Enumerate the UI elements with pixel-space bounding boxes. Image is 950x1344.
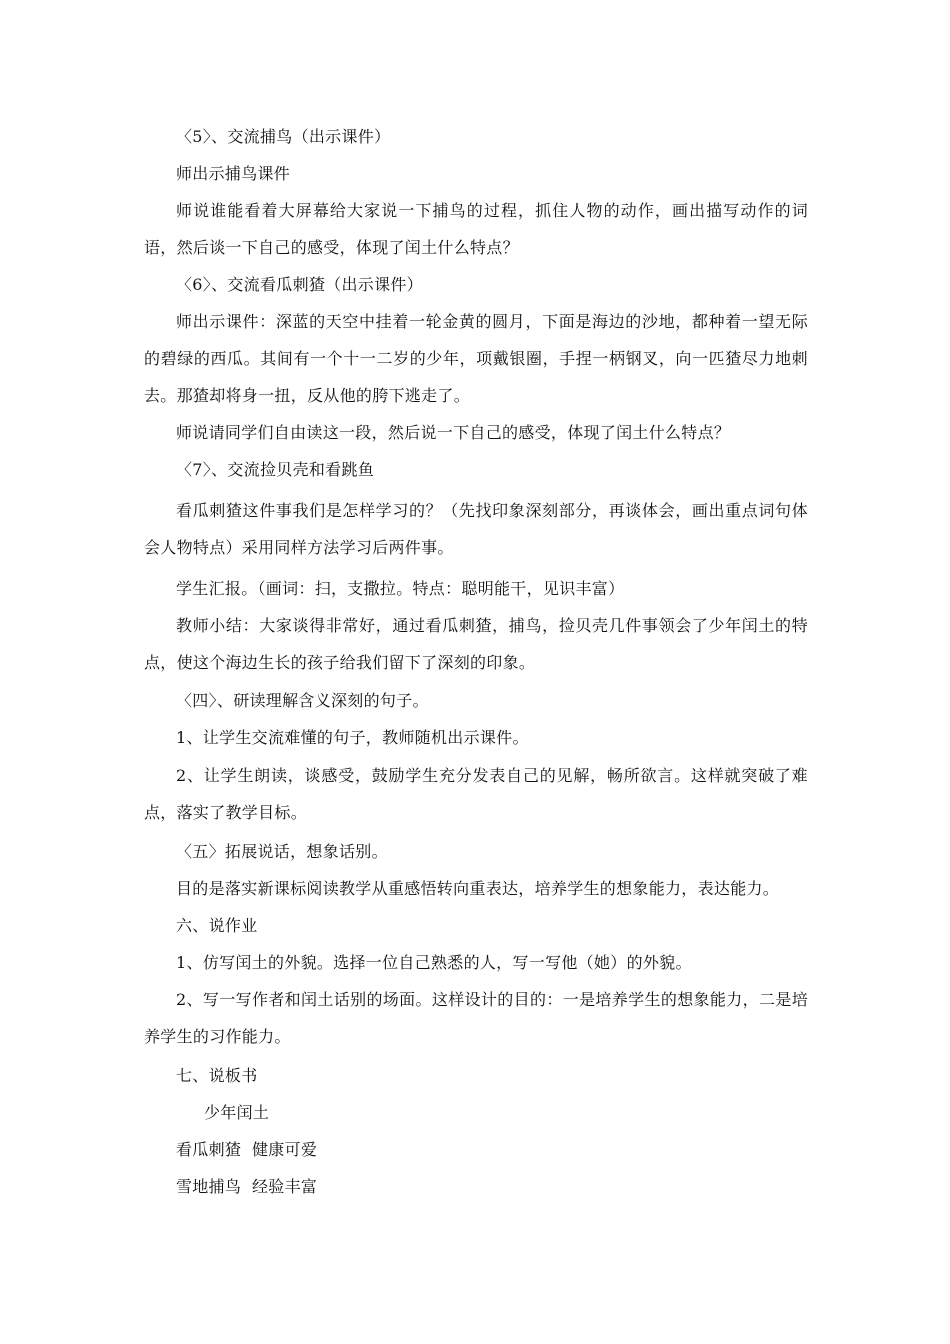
paragraph-7-heading: 〈7〉、交流捡贝壳和看跳鱼	[176, 460, 375, 479]
paragraph: 目的是落实新课标阅读教学从重感悟转向重表达，培养学生的想象能力，表达能力。	[176, 879, 780, 898]
section-five-heading: 〈五〉拓展说话，想象话别。	[176, 842, 388, 861]
paragraph: 2、让学生朗读，谈感受，鼓励学生充分发表自己的见解，畅所欲言。这样就突破了难点，落实了教学目标。	[144, 766, 808, 822]
paragraph: 师出示捕鸟课件	[176, 164, 291, 183]
paragraph: 2、写一写作者和闰土话别的场面。这样设计的目的：一是培养学生的想象能力，二是培养学生的习作能力。	[144, 990, 808, 1046]
paragraph: 师说请同学们自由读这一段，然后说一下自己的感受，体现了闰土什么特点？	[176, 423, 731, 442]
board-line: 雪地捕鸟 经验丰富	[176, 1177, 318, 1196]
section-six-heading: 六、说作业	[176, 916, 258, 935]
paragraph-5-heading: 〈5〉、交流捕鸟（出示课件）	[176, 127, 391, 146]
paragraph: 教师小结：大家谈得非常好，通过看瓜刺猹，捕鸟，捡贝壳几件事领会了少年闰土的特点，使这个海边生长的孩子给我们留下了深刻的印象。	[144, 616, 808, 672]
paragraph: 看瓜刺猹这件事我们是怎样学习的？（先找印象深刻部分，再谈体会，画出重点词句体会人物特点）采用同样方法学习后两件事。	[144, 501, 808, 557]
section-four-heading: 〈四〉、研读理解含义深刻的句子。	[176, 691, 429, 710]
paragraph: 师出示课件：深蓝的天空中挂着一轮金黄的圆月，下面是海边的沙地，都种着一望无际的碧绿的西瓜。其间有一个十一二岁的少年，项戴银圈，手捏一柄钢叉，向一匹猹尽力地刺去。那猹却将身一扭，反从他的胯下逃走了。	[144, 312, 808, 405]
paragraph: 1、仿写闰土的外貌。选择一位自己熟悉的人，写一写他（她）的外貌。	[176, 953, 692, 972]
paragraph-6-heading: 〈6〉、交流看瓜刺猹（出示课件）	[176, 275, 423, 294]
board-line: 看瓜刺猹 健康可爱	[176, 1140, 318, 1159]
section-seven-heading: 七、说板书	[176, 1066, 258, 1085]
paragraph: 师说谁能看着大屏幕给大家说一下捕鸟的过程，抓住人物的动作，画出描写动作的词语，然后谈一下自己的感受，体现了闰土什么特点？	[144, 201, 808, 257]
board-title: 少年闰土	[204, 1103, 270, 1122]
paragraph: 学生汇报。（画词：扫，支撒拉。特点：聪明能干，见识丰富）	[176, 579, 625, 598]
paragraph: 1、让学生交流难懂的句子，教师随机出示课件。	[176, 728, 529, 747]
